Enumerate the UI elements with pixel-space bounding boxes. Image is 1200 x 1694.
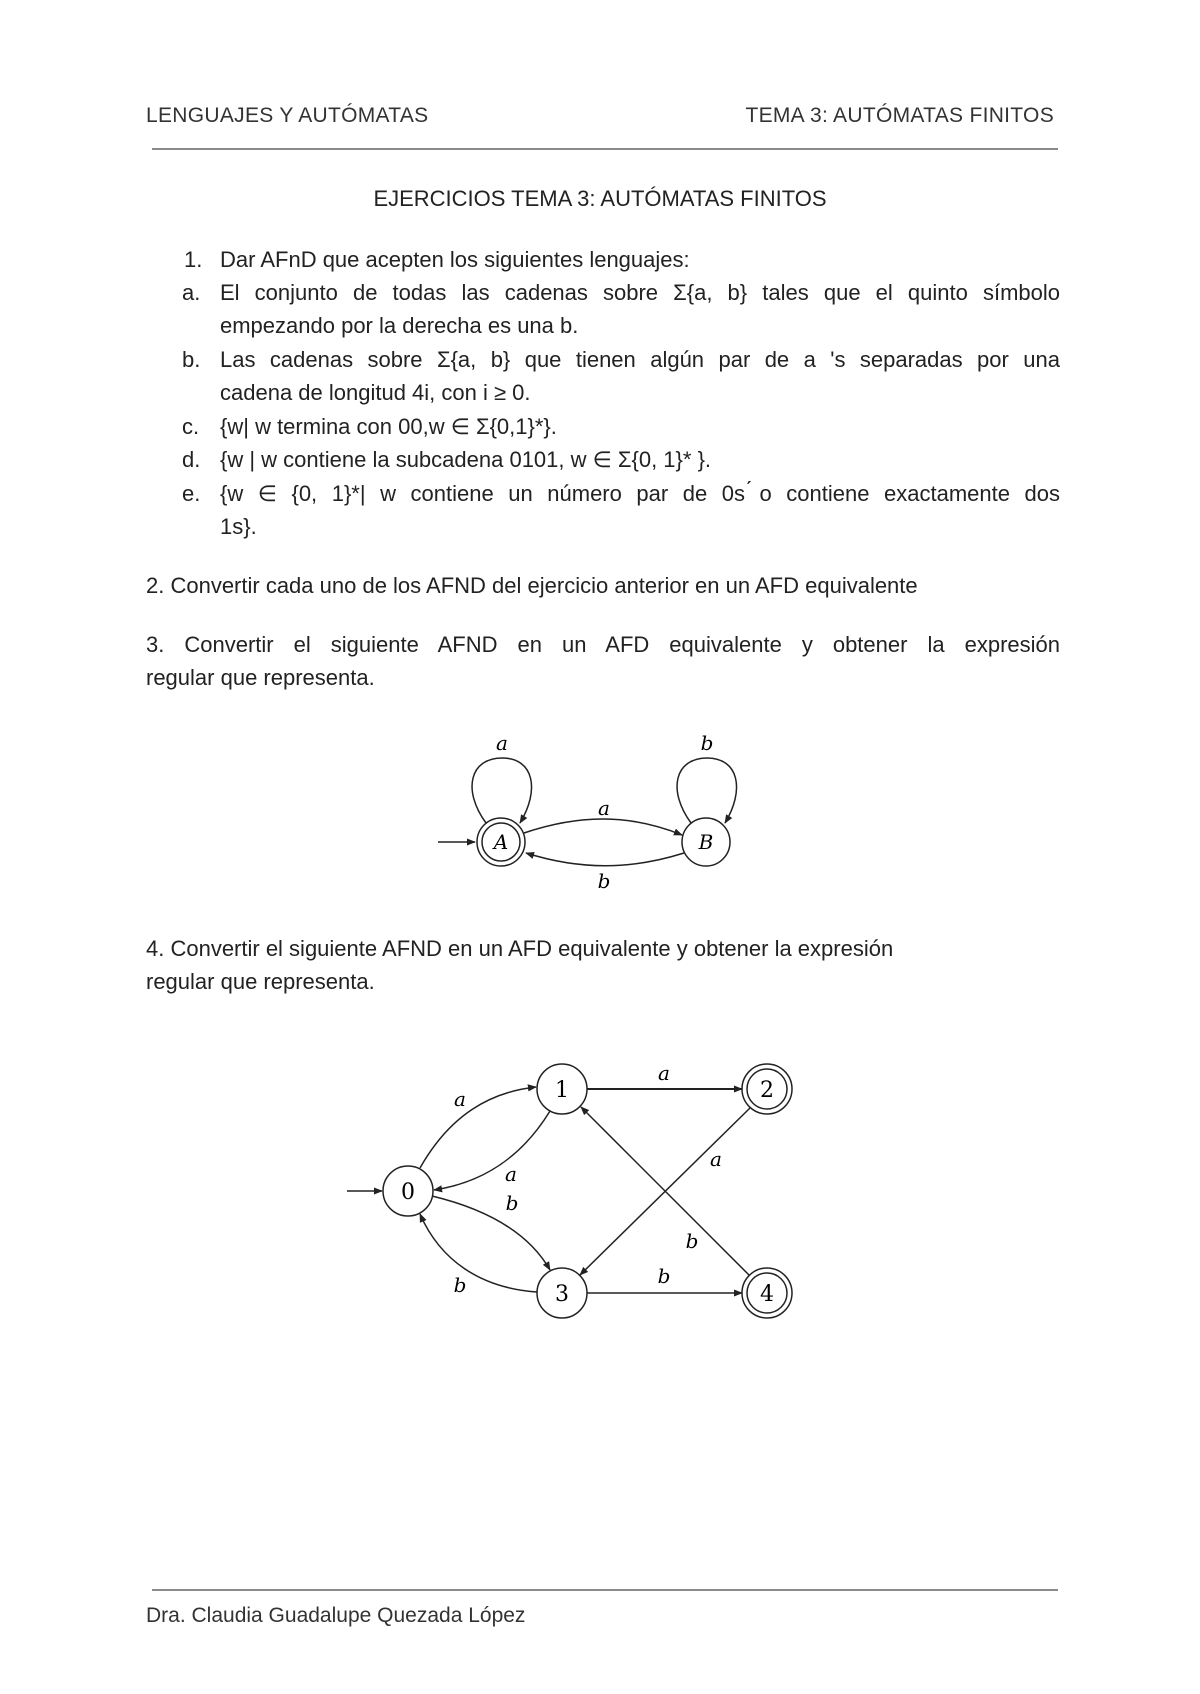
ex4-edge-3-4-label: b [657,1264,671,1288]
ex1-text: Dar AFnD que acepten los siguientes lenguajes: [220,247,690,272]
ex3-state-a [477,818,525,866]
ex1-item-b-line2: cadena de longitud 4i, con i ≥ 0. [220,380,531,405]
ex3-state-a-label: A [493,830,509,854]
ex1-item-d-label: d. [182,447,201,472]
ex4-edge-0-1 [420,1087,536,1168]
ex1-item-b-label: b. [182,347,201,372]
ex4-edge-0-1-label: a [454,1087,466,1111]
header-right: TEMA 3: AUTÓMATAS FINITOS [745,104,1054,127]
ex4-state-0 [383,1166,433,1216]
ex3-line1: 3. Convertir el siguiente AFND en un AFD equivalente y obtener la expresión [146,632,1060,657]
ex4-edge-3-0 [420,1214,537,1292]
ex3-loop-b-label: b [700,731,714,755]
ex4-edge-3-0-label: b [453,1273,467,1297]
ex1-item-a-label: a. [182,280,201,305]
ex4-state-0-label: 0 [401,1180,415,1205]
ex3-state-b [682,818,730,866]
ex1-item-e-label: e. [182,481,201,506]
page-title: EJERCICIOS TEMA 3: AUTÓMATAS FINITOS [373,186,827,211]
ex4-state-2-label: 2 [760,1078,774,1103]
ex3-edge-a-b [524,819,682,835]
header-left: LENGUAJES Y AUTÓMATAS [146,104,429,127]
ex3-edge-b-a [526,853,684,866]
ex4-automaton-diagram [347,1061,792,1318]
ex3-loop-b [677,758,736,823]
ex1-number: 1. [184,247,203,272]
ex4-state-1 [537,1064,587,1114]
ex4-line1: 4. Convertir el siguiente AFND en un AFD equivalente y obtener la expresión [146,936,894,961]
ex4-edge-1-2-label: a [658,1061,670,1085]
ex3-loop-a [472,758,531,823]
ex4-edge-2-3-label: a [710,1147,722,1171]
ex4-edge-1-0 [434,1111,550,1190]
ex3-state-b-label: B [698,830,714,854]
ex1-item-e-line2: 1s}. [220,514,257,539]
ex4-state-3 [537,1268,587,1318]
ex4-edge-4-1-label: b [685,1229,699,1253]
ex4-edge-0-3-label: b [505,1191,519,1215]
ex4-state-1-label: 1 [555,1078,569,1103]
ex1-item-c-line1: {w| w termina con 00,w ∈ Σ{0,1}*}. [220,414,557,439]
ex1-item-c-label: c. [182,414,200,439]
footer-author: Dra. Claudia Guadalupe Quezada López [146,1604,526,1627]
ex4-line2: regular que representa. [146,969,375,994]
ex3-edge-b-a-label: b [597,869,611,893]
ex2-text: 2. Convertir cada uno de los AFND del ejercicio anterior en un AFD equivalente [146,573,918,598]
ex1-item-d-line1: {w | w contiene la subcadena 0101, w ∈ Σ{0, 1}* }. [220,447,712,472]
ex4-state-2 [742,1064,792,1114]
ex3-edge-a-b-label: a [598,796,610,820]
ex4-edge-0-3 [432,1196,550,1270]
ex3-loop-a-label: a [496,731,508,755]
ex3-line2: regular que representa. [146,665,375,690]
ex4-state-4 [742,1268,792,1318]
ex1-item-b-line1: Las cadenas sobre Σ{a, b} que tienen algún par de a 's separadas por una [220,347,1060,372]
ex1-item-a-line2: empezando por la derecha es una b. [220,313,579,338]
footer-rule [152,1589,1058,1591]
ex4-state-4-label: 4 [760,1282,774,1307]
ex1-item-e-line1: {w ∈ {0, 1}*| w contiene un número par de 0s ́o contiene exactamente dos [220,481,1060,506]
ex4-edge-1-0-label: a [505,1162,517,1186]
ex4-state-3-label: 3 [555,1282,569,1307]
ex1-item-a-line1: El conjunto de todas las cadenas sobre Σ{a, b} tales que el quinto símbolo [220,280,1060,305]
